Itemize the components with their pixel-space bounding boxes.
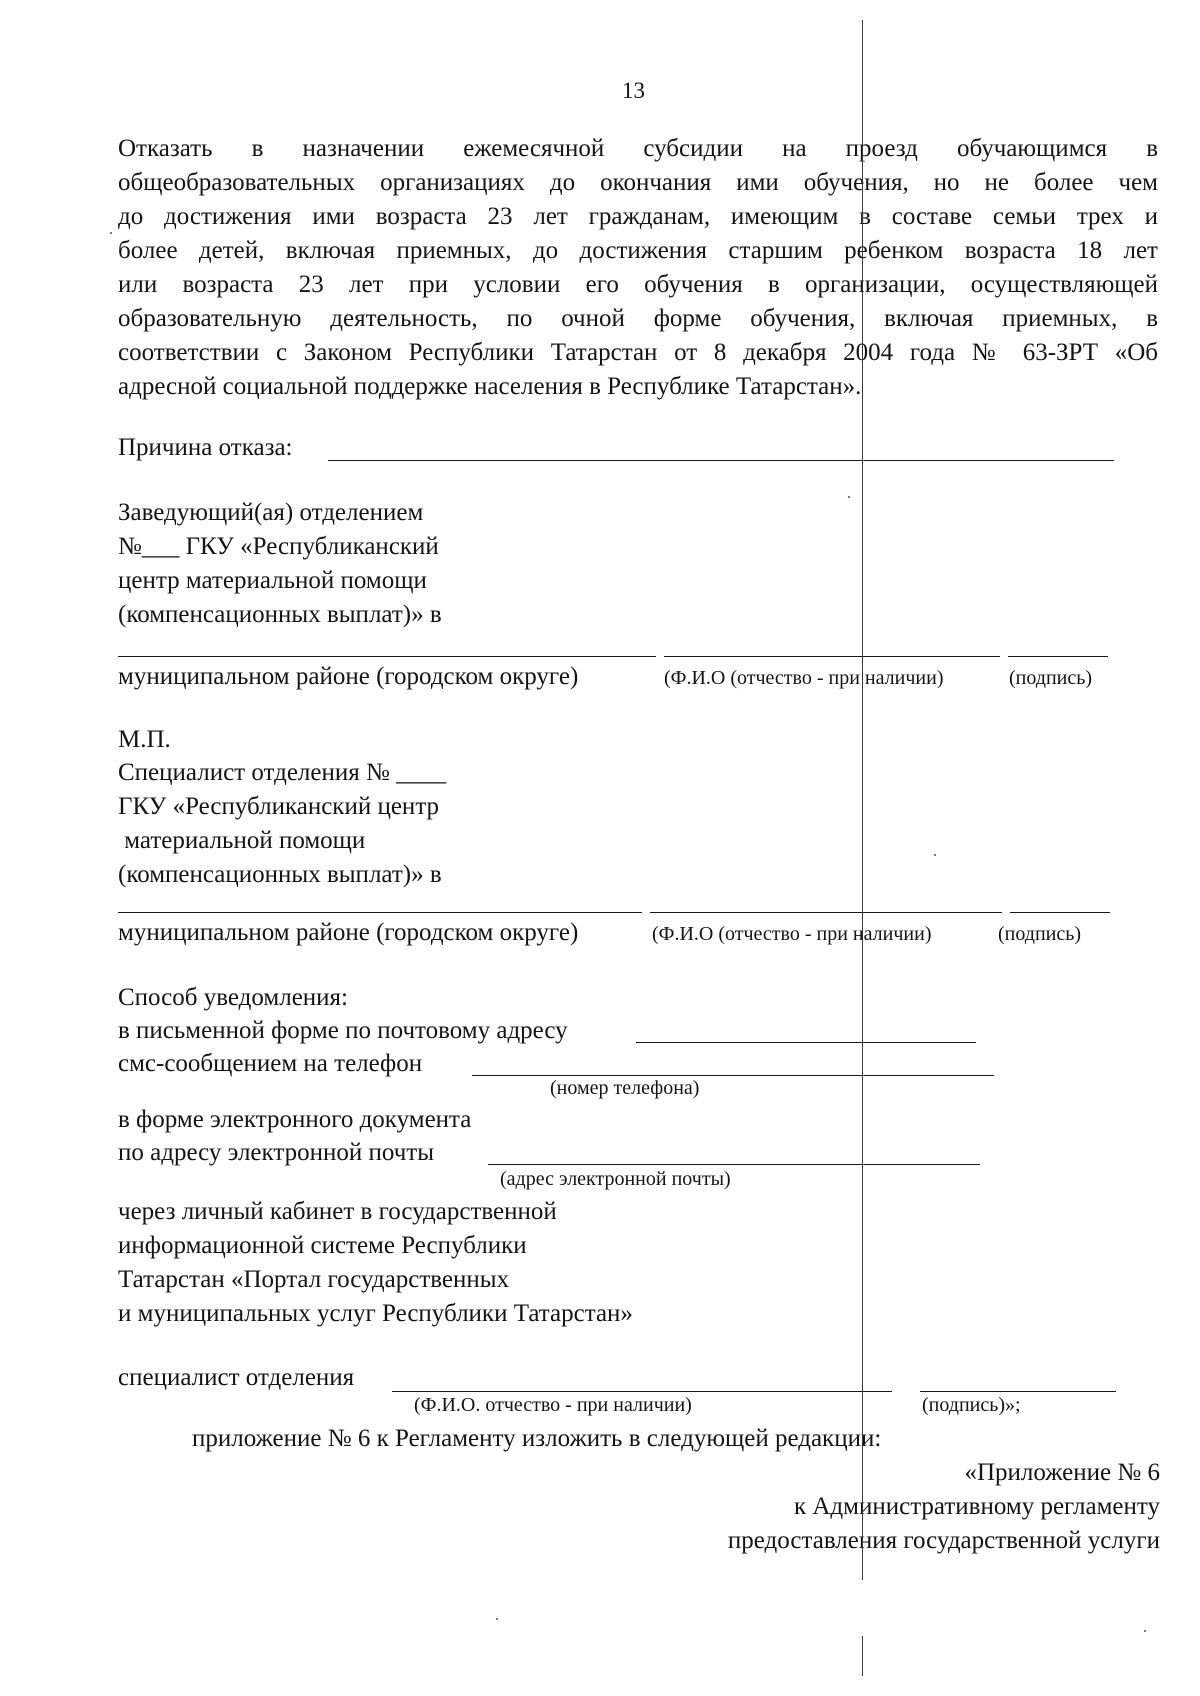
postal-label: в письменной форме по почтовому адресу xyxy=(118,1017,568,1044)
stamp-label: М.П. xyxy=(118,726,171,753)
email-label: по адресу электронной почты xyxy=(118,1139,434,1166)
final-fio-caption: (Ф.И.О. отчество - при наличии) xyxy=(414,1394,692,1416)
head-line: Заведующий(ая) отделением xyxy=(118,499,424,526)
paragraph-line: или возраста 23 лет при условии его обучения в организации, осуществляющей xyxy=(118,271,1158,298)
district-line xyxy=(118,912,642,913)
final-fio-line xyxy=(392,1391,892,1392)
portal-line: через личный кабинет в государственной xyxy=(118,1198,557,1225)
signature-line xyxy=(1008,656,1108,657)
district-caption: муниципальном районе (городском округе) xyxy=(118,663,579,690)
signature-caption: (подпись) xyxy=(1009,667,1093,689)
reason-field-line xyxy=(328,460,1114,461)
paragraph-line: Отказать в назначении ежемесячной субсидии на проезд обучающимся в xyxy=(118,135,1158,162)
phone-caption: (номер телефона) xyxy=(550,1077,700,1099)
paragraph-line: более детей, включая приемных, до достижения старшим ребенком возраста 18 лет xyxy=(118,237,1158,264)
district-caption: муниципальном районе (городском округе) xyxy=(118,919,579,946)
portal-line: информационной системе Республики xyxy=(118,1232,527,1259)
head-line: центр материальной помощи xyxy=(118,567,427,594)
scan-speck xyxy=(934,854,936,856)
signature-line xyxy=(1010,912,1110,913)
appendix-header-line: «Приложение № 6 xyxy=(964,1459,1160,1486)
scan-speck xyxy=(1144,1630,1146,1632)
district-line xyxy=(118,656,656,657)
postal-address-line xyxy=(636,1042,976,1043)
fio-line xyxy=(664,656,1000,657)
appendix-header-line: предоставления государственной услуги xyxy=(727,1527,1160,1554)
specialist-line: Специалист отделения № ____ xyxy=(118,759,447,786)
paragraph-line: до достижения ими возраста 23 лет гражданам, имеющим в составе семьи трех и xyxy=(118,203,1158,230)
scan-speck xyxy=(848,496,850,498)
paragraph-line: соответствии с Законом Республики Татарстан от 8 декабря 2004 года № 63-ЗРТ «Об xyxy=(118,339,1158,366)
paragraph-line: образовательную деятельность, по очной форме обучения, включая приемных, в xyxy=(118,305,1158,332)
portal-line: Татарстан «Портал государственных xyxy=(118,1266,510,1293)
signature-caption: (подпись) xyxy=(998,923,1082,945)
notification-title: Способ уведомления: xyxy=(118,984,349,1011)
email-label: в форме электронного документа xyxy=(118,1106,472,1133)
sms-label: смс-сообщением на телефон xyxy=(118,1050,423,1077)
scan-speck xyxy=(110,232,112,234)
scan-fold-line xyxy=(862,1636,863,1676)
specialist-line: (компенсационных выплат)» в xyxy=(118,861,442,888)
final-signature-caption: (подпись)»; xyxy=(922,1394,1021,1416)
final-signature-label: специалист отделения xyxy=(118,1364,355,1391)
reason-label: Причина отказа: xyxy=(118,434,293,461)
fio-line xyxy=(650,912,1002,913)
portal-line: и муниципальных услуг Республики Татарстан» xyxy=(118,1300,633,1327)
appendix-header-line: к Административному регламенту xyxy=(793,1493,1160,1520)
page-number: 13 xyxy=(622,78,645,103)
scan-fold-line xyxy=(862,20,863,1580)
fio-caption: (Ф.И.О (отчество - при наличии) xyxy=(652,923,932,945)
paragraph-line: общеобразовательных организациях до окончания ими обучения, но не более чем xyxy=(118,169,1158,196)
email-line xyxy=(488,1164,980,1165)
final-signature-line xyxy=(920,1391,1116,1392)
appendix-intro: приложение № 6 к Регламенту изложить в следующей редакции: xyxy=(192,1425,882,1452)
specialist-line: ГКУ «Республиканский центр xyxy=(118,793,440,820)
scan-speck xyxy=(496,1618,498,1620)
head-line: (компенсационных выплат)» в xyxy=(118,601,442,628)
paragraph-line: адресной социальной поддержке населения в Республике Татарстан». xyxy=(118,373,862,400)
email-caption: (адрес электронной почты) xyxy=(500,1168,731,1190)
head-line: №___ ГКУ «Республиканский xyxy=(118,533,439,560)
fio-caption: (Ф.И.О (отчество - при наличии) xyxy=(664,667,944,689)
specialist-line: материальной помощи xyxy=(118,827,366,854)
